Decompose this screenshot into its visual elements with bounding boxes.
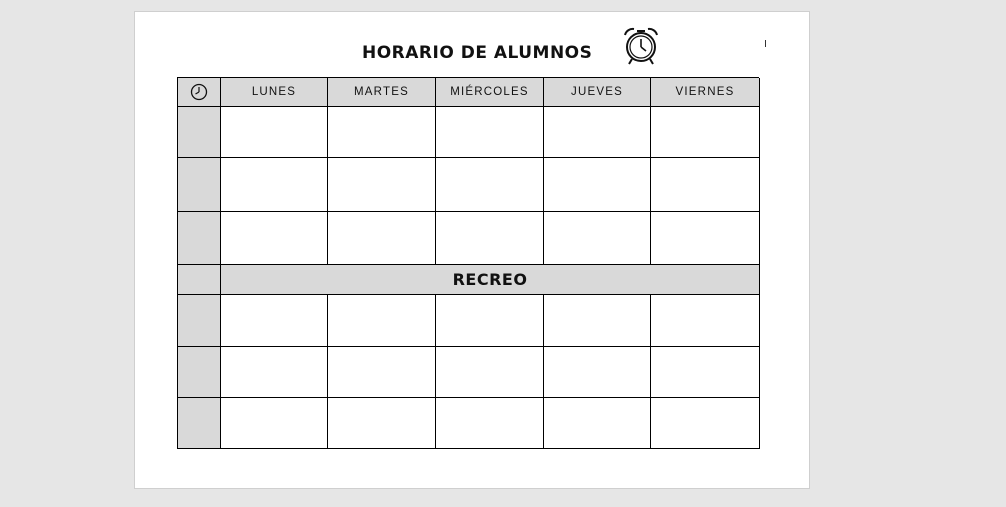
day-header-jueves: JUEVES [544, 78, 651, 107]
schedule-cell[interactable] [328, 347, 436, 398]
schedule-cell[interactable] [651, 295, 760, 347]
schedule-cell[interactable] [544, 295, 651, 347]
text-cursor [765, 40, 766, 47]
schedule-cell[interactable] [328, 158, 436, 212]
schedule-table [177, 77, 759, 449]
day-header-miercoles: MIÉRCOLES [436, 78, 544, 107]
schedule-cell[interactable] [328, 107, 436, 158]
schedule-cell[interactable] [651, 107, 760, 158]
schedule-cell[interactable] [221, 398, 328, 449]
alarm-clock-icon [620, 25, 662, 67]
schedule-cell[interactable] [544, 398, 651, 449]
schedule-cell[interactable] [328, 398, 436, 449]
page-title: HORARIO DE ALUMNOS [362, 43, 593, 63]
clock-icon [190, 83, 208, 101]
schedule-cell[interactable] [651, 212, 760, 265]
schedule-cell[interactable] [221, 107, 328, 158]
day-header-lunes: LUNES [221, 78, 328, 107]
time-slot-cell[interactable] [178, 265, 221, 295]
time-header-cell [178, 78, 221, 107]
time-slot-cell[interactable] [178, 107, 221, 158]
schedule-cell[interactable] [651, 158, 760, 212]
time-slot-cell[interactable] [178, 295, 221, 347]
schedule-cell[interactable] [221, 295, 328, 347]
time-slot-cell[interactable] [178, 158, 221, 212]
schedule-cell[interactable] [544, 347, 651, 398]
schedule-cell[interactable] [651, 347, 760, 398]
schedule-cell[interactable] [221, 347, 328, 398]
schedule-cell[interactable] [436, 158, 544, 212]
schedule-cell[interactable] [544, 107, 651, 158]
schedule-cell[interactable] [328, 295, 436, 347]
schedule-cell[interactable] [436, 347, 544, 398]
day-header-viernes: VIERNES [651, 78, 760, 107]
schedule-cell[interactable] [436, 212, 544, 265]
schedule-cell[interactable] [544, 158, 651, 212]
time-slot-cell[interactable] [178, 398, 221, 449]
schedule-cell[interactable] [436, 107, 544, 158]
schedule-cell[interactable] [544, 212, 651, 265]
document-page [134, 11, 810, 489]
time-slot-cell[interactable] [178, 347, 221, 398]
break-row-label: RECREO [221, 265, 760, 295]
schedule-cell[interactable] [328, 212, 436, 265]
schedule-cell[interactable] [651, 398, 760, 449]
schedule-cell[interactable] [221, 158, 328, 212]
time-slot-cell[interactable] [178, 212, 221, 265]
schedule-cell[interactable] [436, 398, 544, 449]
schedule-cell[interactable] [436, 295, 544, 347]
schedule-cell[interactable] [221, 212, 328, 265]
day-header-martes: MARTES [328, 78, 436, 107]
